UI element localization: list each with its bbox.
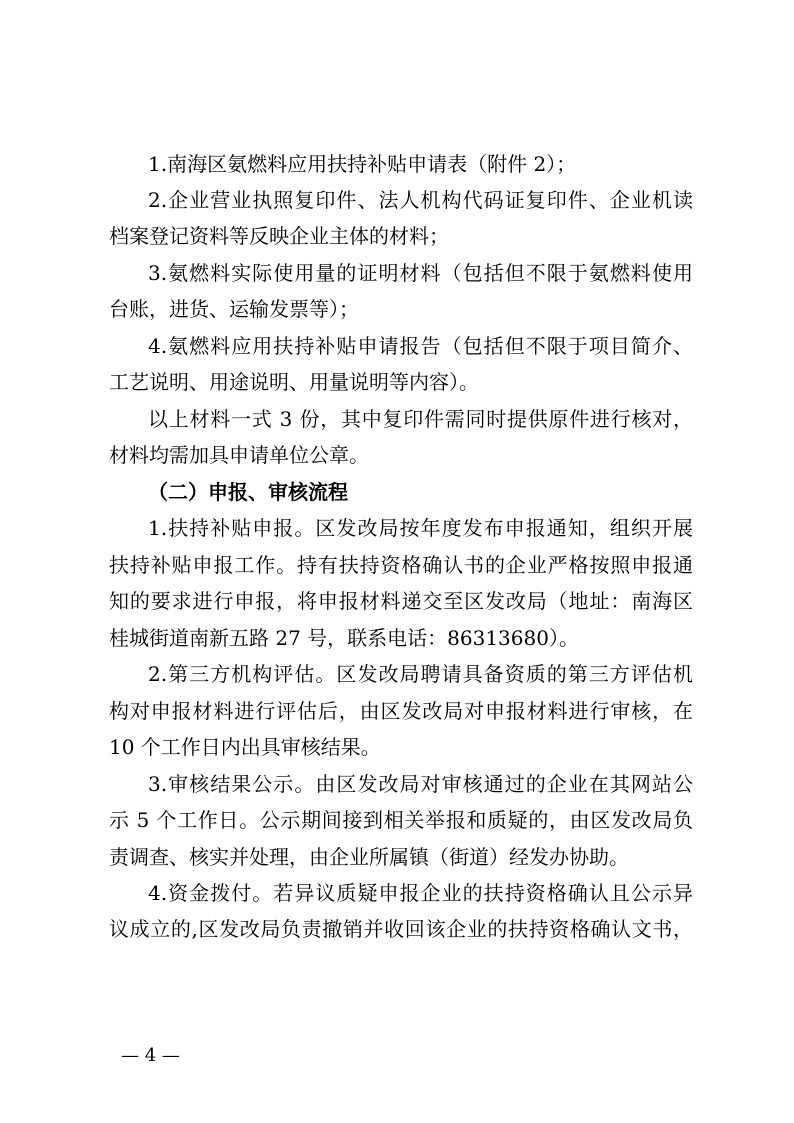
- paragraph-line: 4.氨燃料应用扶持补贴申请报告（包括但不限于项目简介、: [148, 334, 693, 358]
- paragraph-line: 材料均需加具申请单位公章。: [109, 443, 369, 467]
- section-heading: （二）申报、审核流程: [148, 480, 348, 504]
- paragraph-line: 2.第三方机构评估。区发改局聘请具备资质的第三方评估机: [148, 662, 693, 686]
- paragraph-line: 台账，进货、运输发票等）；: [109, 297, 359, 321]
- paragraph-line: 示 5 个工作日。公示期间接到相关举报和质疑的，由区发改局负: [109, 808, 693, 832]
- paragraph-line: 4.资金拨付。若异议质疑申报企业的扶持资格确认且公示异: [148, 881, 693, 905]
- paragraph-line: 责调查、核实并处理，由企业所属镇（街道）经发办协助。: [109, 845, 629, 869]
- page-number: — 4 —: [121, 1045, 180, 1066]
- paragraph-line: 1.南海区氨燃料应用扶持补贴申请表（附件 2）；: [148, 152, 577, 176]
- paragraph-line: 议成立的,区发改局负责撤销并收回该企业的扶持资格确认文书，: [109, 917, 693, 941]
- paragraph-line: 扶持补贴申报工作。持有扶持资格确认书的企业严格按照申报通: [109, 553, 693, 577]
- paragraph-line: 3.审核结果公示。由区发改局对审核通过的企业在其网站公: [148, 772, 693, 796]
- paragraph-line: 1.扶持补贴申报。区发改局按年度发布申报通知，组织开展: [148, 516, 693, 540]
- paragraph-line: 知的要求进行申报，将申报材料递交至区发改局（地址：南海区: [109, 589, 693, 613]
- paragraph-line: 构对申报材料进行评估后，由区发改局对申报材料进行审核，在: [109, 699, 693, 723]
- paragraph-line: 2.企业营业执照复印件、法人机构代码证复印件、企业机读: [148, 188, 693, 212]
- paragraph-line: 桂城街道南新五路 27 号，联系电话：86313680）。: [109, 626, 579, 650]
- paragraph-line: 档案登记资料等反映企业主体的材料；: [109, 224, 449, 248]
- paragraph-line: 以上材料一式 3 份，其中复印件需同时提供原件进行核对，: [148, 407, 693, 431]
- paragraph-line: 3.氨燃料实际使用量的证明材料（包括但不限于氨燃料使用: [148, 261, 693, 285]
- paragraph-line: 工艺说明、用途说明、用量说明等内容）。: [109, 370, 479, 394]
- paragraph-line: 10 个工作日内出具审核结果。: [109, 735, 381, 759]
